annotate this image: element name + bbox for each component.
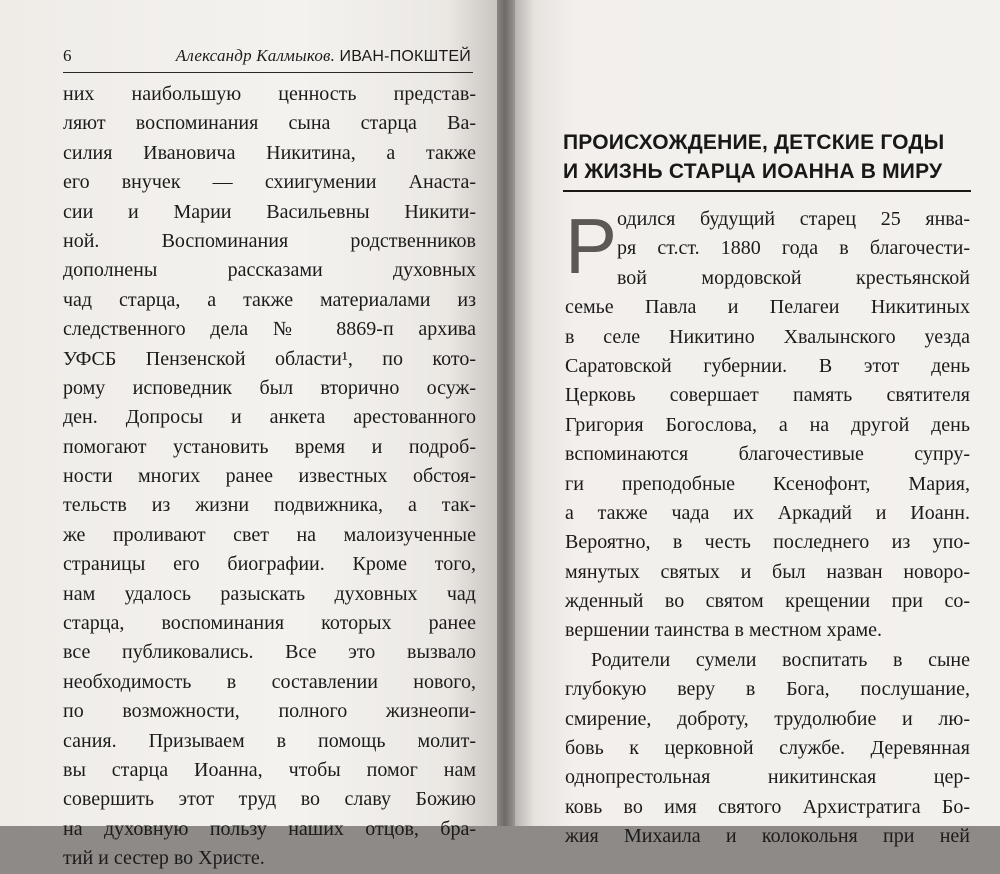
text-line: по возможности, полного жизнеопи- bbox=[63, 700, 476, 723]
running-head-text bbox=[176, 46, 471, 66]
text-line: них наибольшую ценность представ- bbox=[63, 83, 476, 105]
text-line: а также чада их Аркадий и Иоанн. bbox=[565, 501, 970, 524]
text-line: ги преподобные Ксенофонт, Мария, bbox=[565, 472, 970, 495]
text-line: однопрестольная никитинская цер- bbox=[565, 766, 970, 789]
text-line: на духовную пользу наших отцов, бра- bbox=[63, 817, 476, 840]
text-line: Саратовской губернии. В этот день bbox=[565, 354, 970, 377]
text-line: Григория Богослова, а на другой день bbox=[565, 413, 970, 436]
chapter-title-line: И ЖИЗНЬ СТАРЦА ИОАННА В МИРУ bbox=[563, 160, 943, 183]
text-line: чад старца, а также материалами из bbox=[63, 288, 476, 311]
running-head bbox=[63, 42, 473, 73]
text-line: ной. Воспоминания родственников bbox=[63, 229, 476, 252]
text-line: его внучек — схиигумении Анаста- bbox=[63, 171, 476, 194]
text-line: семье Павла и Пелагеи Никитиных bbox=[565, 296, 970, 319]
chapter-title bbox=[563, 128, 971, 192]
text-line: одился будущий старец 25 янва- bbox=[617, 208, 970, 230]
text-line: Церковь совершает память святителя bbox=[565, 384, 970, 407]
text-line: вой мордовской крестьянской bbox=[617, 266, 970, 289]
text-line: вспоминаются благочестивые супру- bbox=[565, 443, 970, 466]
text-line: рому исповедник был вторично осуж- bbox=[63, 376, 476, 399]
text-line: бовь к церковной службе. Деревянная bbox=[565, 737, 970, 760]
running-head-title: ИВАН-ПОКШТЕЙ bbox=[339, 48, 471, 65]
text-line: тельств из жизни подвижника, а так- bbox=[63, 494, 476, 517]
text-line: сания. Призываем в помощь молит- bbox=[63, 729, 476, 752]
text-line: ря ст.ст. 1880 года в благочести- bbox=[617, 237, 970, 260]
text-line: все публиковались. Все это вызвало bbox=[63, 641, 476, 664]
text-line: в селе Никитино Хвалынского уезда bbox=[565, 325, 970, 348]
text-line: нам удалось разыскать духовных чад bbox=[63, 582, 476, 605]
text-line: необходимость в составлении нового, bbox=[63, 670, 476, 693]
text-line: смирение, доброту, трудолюбие и лю- bbox=[565, 707, 970, 730]
left-page bbox=[0, 0, 497, 870]
text-line: мянутых святых и был назван новоро- bbox=[565, 560, 970, 583]
text-line: Родители сумели воспитать в сыне bbox=[591, 648, 970, 671]
text-line: старца, воспоминания которых ранее bbox=[63, 612, 476, 635]
text-line: глубокую веру в Бога, послушание, bbox=[565, 678, 970, 701]
text-line: жденный во святом крещении при со- bbox=[565, 590, 970, 613]
text-line: совершить этот труд во славу Божию bbox=[63, 788, 476, 811]
right-body-text bbox=[565, 202, 970, 852]
text-line: ности многих ранее известных обстоя- bbox=[63, 465, 476, 488]
text-line: же проливают свет на малоизученные bbox=[63, 523, 476, 546]
running-head-author: Александр Калмыков. bbox=[175, 46, 336, 65]
page-number: 6 bbox=[63, 46, 72, 65]
text-line: жия Михаила и колокольня при ней bbox=[565, 825, 970, 848]
text-line: ден. Допросы и анкета арестованного bbox=[63, 406, 476, 429]
text-line: помогают установить время и подроб- bbox=[63, 435, 476, 458]
text-line: силия Ивановича Никитина, а также bbox=[63, 141, 476, 164]
text-line: Вероятно, в честь последнего из упо- bbox=[565, 531, 970, 554]
text-line: сии и Марии Васильевны Никити- bbox=[63, 200, 476, 223]
text-line: следственного дела № 8869-п архива bbox=[63, 318, 476, 341]
text-line: ковь во имя святого Архистратига Бо- bbox=[565, 795, 970, 818]
text-line: вершении таинства в местном храме. bbox=[565, 619, 883, 642]
drop-cap: Р bbox=[565, 202, 618, 290]
book-gutter bbox=[497, 0, 515, 826]
text-line: дополнены рассказами духовных bbox=[63, 259, 476, 282]
right-page bbox=[515, 0, 1000, 848]
chapter-title-line: ПРОИСХОЖДЕНИЕ, ДЕТСКИЕ ГОДЫ bbox=[563, 131, 945, 154]
left-body-text bbox=[63, 80, 476, 874]
text-line: страницы его биографии. Кроме того, bbox=[63, 553, 476, 576]
text-line: УФСБ Пензенской области¹, по кото- bbox=[63, 347, 476, 370]
text-line: ляют воспоминания сына старца Ва- bbox=[63, 112, 476, 135]
text-line: вы старца Иоанна, чтобы помог нам bbox=[63, 758, 476, 781]
text-line: тий и сестер во Христе. bbox=[63, 847, 265, 870]
